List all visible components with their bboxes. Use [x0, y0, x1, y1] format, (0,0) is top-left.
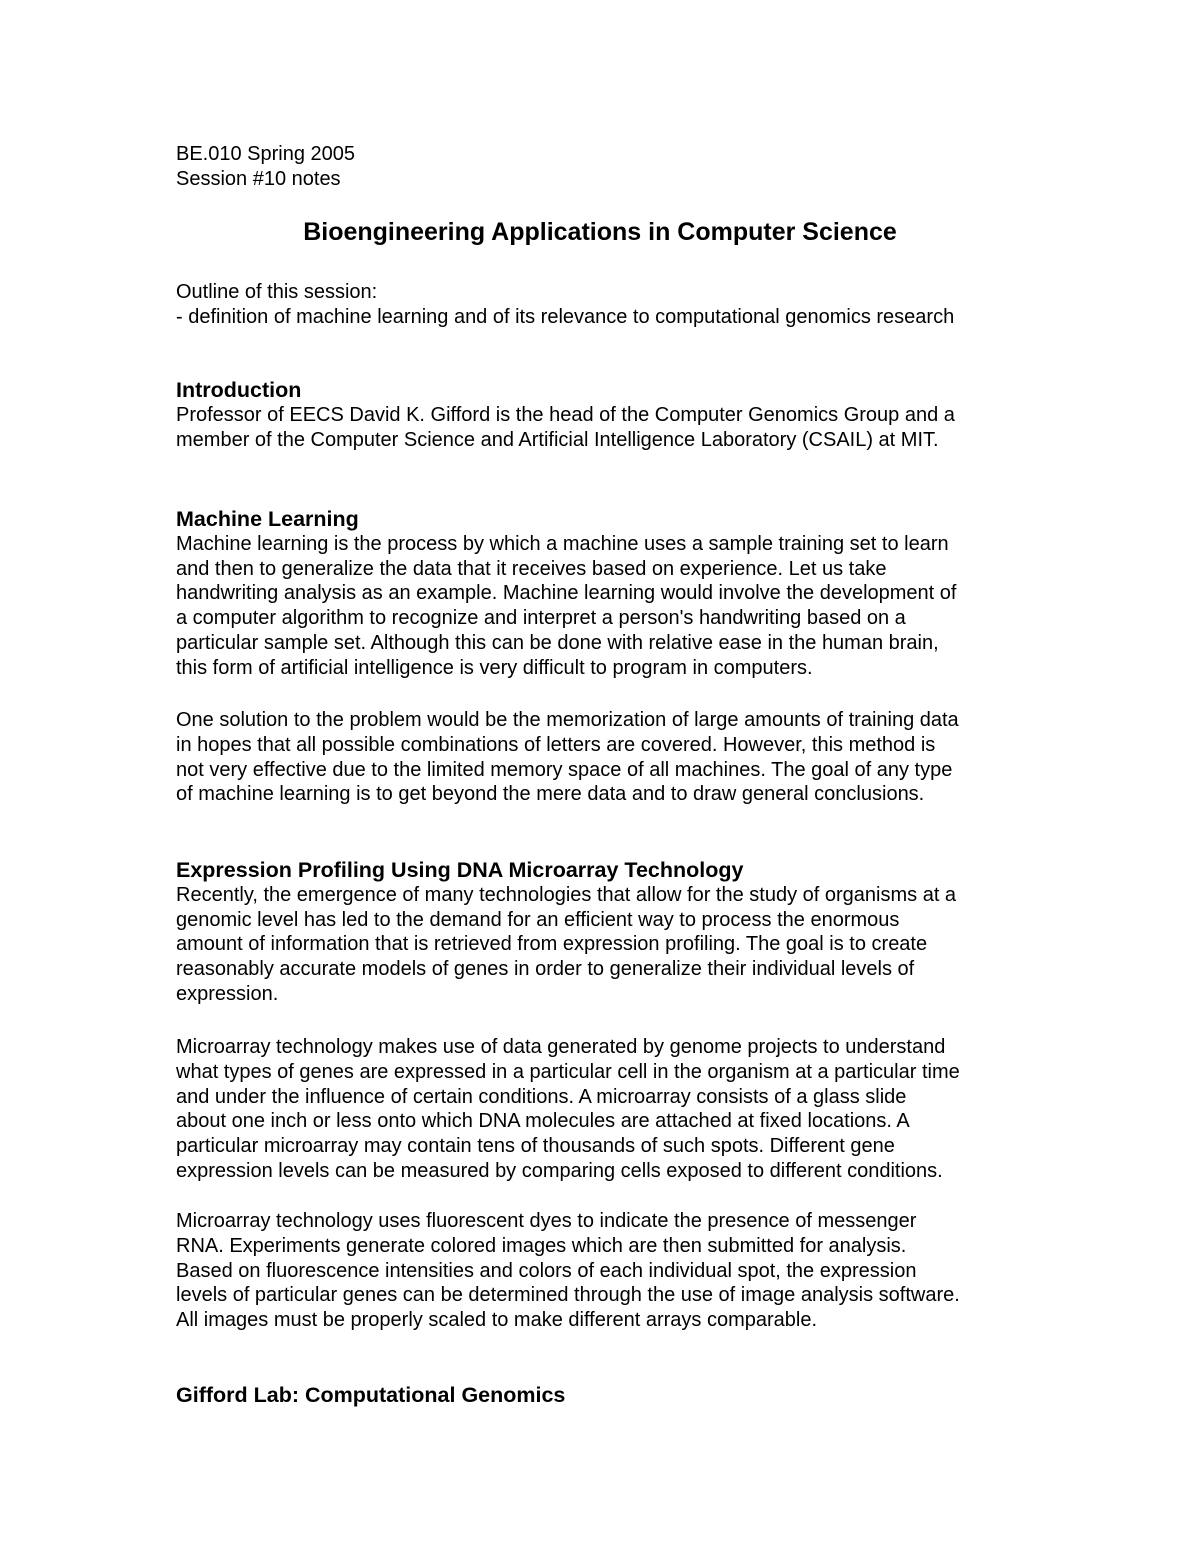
section-heading: Introduction: [176, 378, 302, 402]
paragraph-line: about one inch or less onto which DNA molecules are attached at fixed locations. A: [176, 1110, 910, 1133]
section-heading: Expression Profiling Using DNA Microarray Technology: [176, 858, 744, 882]
section-heading: Machine Learning: [176, 507, 359, 531]
paragraph-line: RNA. Experiments generate colored images which are then submitted for analysis.: [176, 1234, 907, 1257]
section-expression-profiling: [176, 858, 956, 1007]
page-title: Bioengineering Applications in Computer Science: [303, 218, 897, 246]
paragraph-line: Professor of EECS David K. Gifford is the head of the Computer Genomics Group and a: [176, 403, 955, 426]
paragraph-line: expression levels can be measured by comparing cells exposed to different conditions.: [176, 1159, 943, 1182]
paragraph-line: what types of genes are expressed in a particular cell in the organism at a particular time: [176, 1060, 960, 1083]
paragraph-line: particular microarray may contain tens of thousands of such spots. Different gene: [176, 1135, 895, 1158]
paragraph-line: handwriting analysis as an example. Machine learning would involve the development of: [176, 582, 957, 605]
paragraph-line: genomic level has led to the demand for an efficient way to process the enormous: [176, 908, 900, 931]
paragraph-line: Microarray technology uses fluorescent dyes to indicate the presence of messenger: [176, 1210, 917, 1232]
course-line: BE.010 Spring 2005: [176, 143, 356, 165]
paragraph-line: of machine learning is to get beyond the mere data and to draw general conclusions.: [176, 783, 925, 806]
outline-label: Outline of this session:: [176, 281, 378, 303]
paragraph-line: member of the Computer Science and Artificial Intelligence Laboratory (CSAIL) at MIT.: [176, 428, 939, 451]
paragraph-line: not very effective due to the limited memory space of all machines. The goal of any type: [176, 758, 953, 781]
paragraph-line: particular sample set. Although this can be done with relative ease in the human brain,: [176, 631, 939, 654]
paragraph-ep-2: [176, 1035, 960, 1184]
paragraph-ep-3: [176, 1209, 960, 1333]
section-machine-learning: [176, 507, 956, 681]
paragraph-line: levels of particular genes can be determined through the use of image analysis software.: [176, 1284, 960, 1307]
paragraph-line: reasonably accurate models of genes in order to generalize their individual levels of: [176, 958, 915, 981]
paragraph-line: Based on fluorescence intensities and colors of each individual spot, the expression: [176, 1259, 917, 1282]
paragraph-line: Machine learning is the process by which a machine uses a sample training set to learn: [176, 532, 949, 555]
section-heading: Gifford Lab: Computational Genomics: [176, 1383, 566, 1407]
paragraph-line: in hopes that all possible combinations of letters are covered. However, this method is: [176, 733, 936, 756]
outline: [176, 280, 954, 330]
paragraph-ml-2: [176, 708, 959, 807]
paragraph-line: One solution to the problem would be the memorization of large amounts of training data: [176, 709, 959, 731]
paragraph-line: All images must be properly scaled to make different arrays comparable.: [176, 1309, 818, 1332]
paragraph-line: Microarray technology makes use of data generated by genome projects to understand: [176, 1036, 946, 1058]
paragraph-line: amount of information that is retrieved from expression profiling. The goal is to create: [176, 933, 928, 956]
document-header: [176, 142, 355, 192]
paragraph-line: this form of artificial intelligence is very difficult to program in computers.: [176, 656, 813, 679]
section-gifford-lab: [176, 1383, 565, 1408]
paragraph-line: a computer algorithm to recognize and interpret a person's handwriting based on a: [176, 607, 906, 630]
paragraph-line: Recently, the emergence of many technologies that allow for the study of organisms at a: [176, 883, 957, 906]
outline-item: - definition of machine learning and of its relevance to computational genomics research: [176, 305, 955, 328]
paragraph-line: and under the influence of certain conditions. A microarray consists of a glass slide: [176, 1085, 907, 1108]
section-introduction: [176, 378, 955, 452]
paragraph-line: expression.: [176, 982, 279, 1005]
session-line: Session #10 notes: [176, 167, 341, 190]
paragraph-line: and then to generalize the data that it receives based on experience. Let us take: [176, 557, 887, 580]
